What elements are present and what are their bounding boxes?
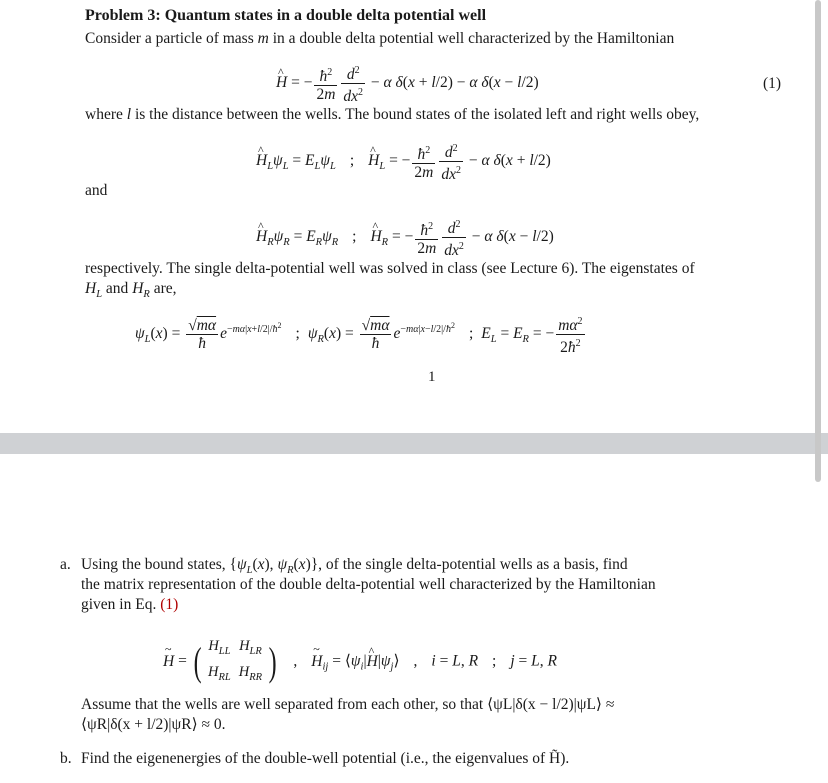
part-b-text: Find the eigenenergies of the double-well potential (i.e., the eigenvalues of H̃).: [81, 750, 570, 767]
equation-left-well: ^ $H_L\psi_L = E_L\psi_L$ ;^ $H_L$ = − $\frac{ħ^2}{2m}$ $\frac{d^2}{dx^2}$ − α δ(x + l/2): [256, 140, 551, 183]
matrix-equation: ~ H = ( $H_{LL}$ $H_{LR}$ $H_{RL}$ $H_{RR}$ ) ,~ $H_{ij}$ = $⟨\psi_i|\^{}$ $H|\psi_j⟩$ , i = L, R ; j = L, R: [163, 636, 557, 688]
scrollbar-thumb[interactable]: [815, 0, 821, 482]
part-a-line-3-prefix: given in Eq.: [81, 596, 157, 613]
part-b-label: b.: [60, 750, 72, 767]
where-text-content: where l is the distance between the wells. The bound states of the isolated left and right wells obey,: [85, 106, 700, 123]
assume-line-2: ⟨ψR|δ(x + l/2)|ψR⟩ ≈ 0.: [81, 716, 226, 733]
equation-right-well: ^ $H_R\psi_R = E_R\psi_R$ ;^ $H_R$ = − $\frac{ħ^2}{2m}$ $\frac{d^2}{dx^2}$ − α δ(x − l/2): [256, 216, 554, 259]
where-text: [85, 105, 699, 125]
and-text: and: [85, 182, 108, 199]
hamiltonian-matrix: $H_{LL}$ $H_{LR}$ $H_{RL}$ $H_{RR}$: [208, 638, 263, 683]
part-a-line-1-text: Using the bound states, {$\psi_L(x)$, $\psi_R(x)$}, of the single delta-potential wells as a basis, find: [81, 556, 628, 576]
part-a-line-2: the matrix representation of the double delta-potential well characterized by the Hamiltonian: [81, 576, 656, 593]
page-separator: [0, 433, 828, 454]
assume-line-1: Assume that the wells are well separated from each other, so that ⟨ψL|δ(x − l/2)|ψL⟩ ≈: [81, 696, 615, 713]
part-a-label: a.: [60, 556, 71, 573]
equation-1-number: (1): [763, 75, 782, 92]
respectively-line-1: respectively. The single delta-potential well was solved in class (see Lecture 6). The eigenstates of: [85, 260, 695, 277]
respectively-line-2: $H_L$ and $H_R$ are,: [85, 280, 177, 300]
page-number: 1: [428, 369, 436, 385]
intro-text: [85, 29, 674, 49]
problem-title: Problem 3: Quantum states in a double delta potential well: [85, 7, 487, 24]
part-a-line-3: [81, 595, 178, 615]
respectively-text: [85, 259, 695, 279]
respectively-text-2: [85, 279, 176, 305]
intro-text-content: Consider a particle of mass m in a double delta potential well characterized by the Hamiltonian: [85, 30, 675, 47]
equation-eigenstates: $\psi_L(x)$ = $\frac{√m\alpha}{ħ}$ $e^{-m\alpha|x+l/2|/ħ^2}$ ; $\psi_R(x)$ = $\frac{√m\alpha}{ħ}$ $e^{-m\alpha|x-l/2|/ħ^2}$ ; $E_L = E_R$ = − $\frac{m\alpha^2}{2ħ^2}$: [135, 313, 587, 356]
equation-1-reference-link[interactable]: (1): [160, 596, 179, 613]
equation-1: ^ H = − $\frac{ħ^2}{2m}$ $\frac{d^2}{dx^2}$ − α δ(x + l/2) − α δ(x − l/2): [276, 62, 539, 105]
